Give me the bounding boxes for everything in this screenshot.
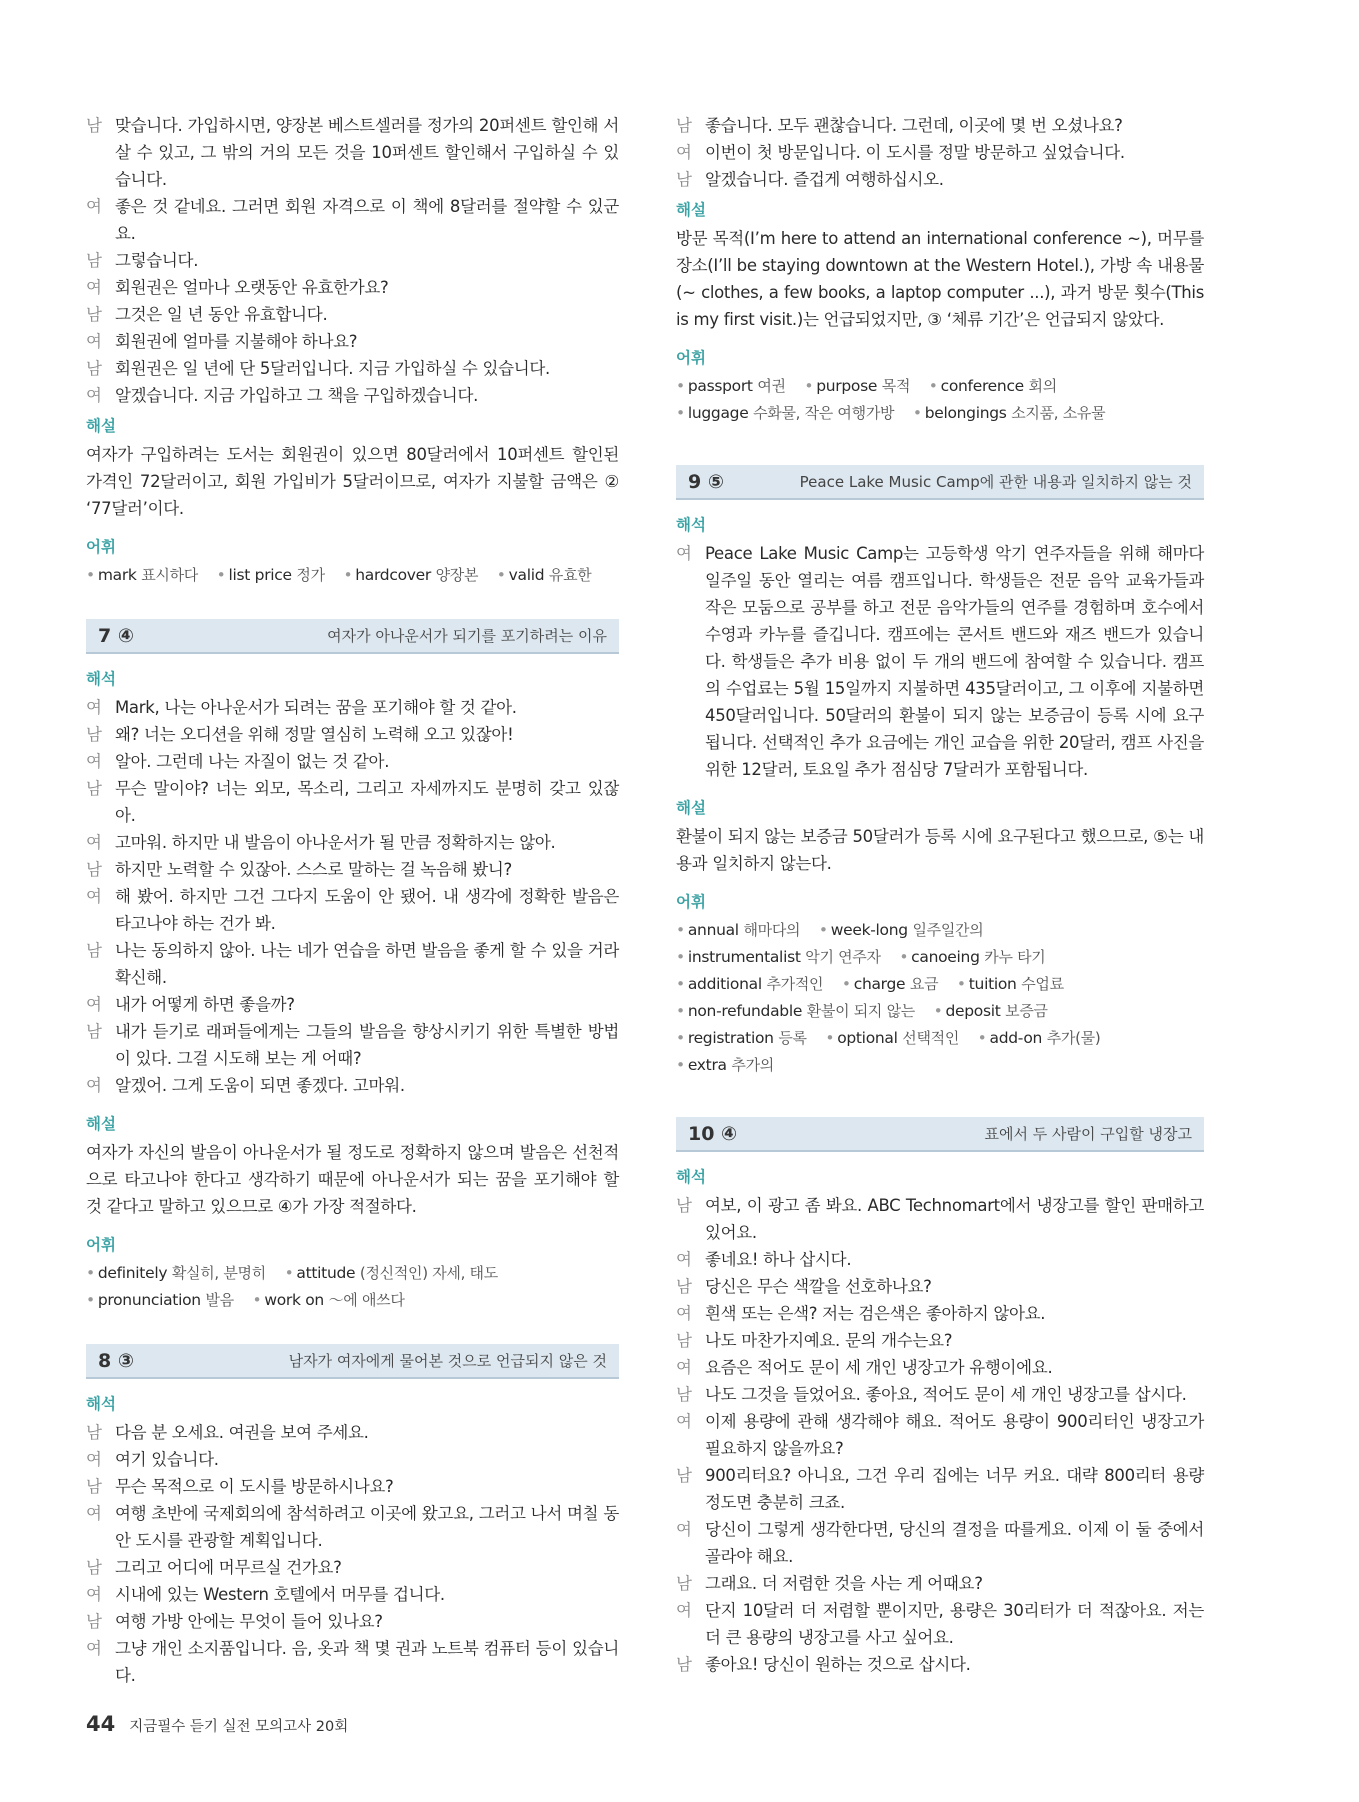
dialogue-line	[86, 694, 619, 721]
dialogue-line	[676, 1300, 1204, 1327]
vocab-item	[676, 404, 894, 422]
dialogue-line	[676, 1516, 1204, 1570]
line-text: 나는 동의하지 않아. 나는 네가 연습을 하면 발음을 좋게 할 수 있을 거라 확신해.	[115, 941, 619, 987]
bullet-icon: •	[956, 975, 966, 993]
vocab-term: optional	[837, 1029, 898, 1047]
dialogue-line	[676, 112, 1204, 139]
vocab-term: canoeing	[911, 948, 980, 966]
q9-header-bar	[676, 465, 1204, 500]
speaker-label: 남	[86, 860, 102, 879]
q6-explanation-label: 해설	[86, 417, 116, 435]
q6-vocab-label: 어휘	[86, 538, 116, 556]
speaker-label: 남	[86, 941, 102, 960]
line-text: 요즘은 적어도 문이 세 개인 냉장고가 유행이에요.	[705, 1358, 1053, 1377]
vocab-meaning: 유효한	[548, 566, 592, 584]
q8-header-bar	[86, 1344, 619, 1379]
dialogue-line	[86, 328, 619, 355]
speaker-label: 남	[676, 1277, 692, 1296]
bullet-icon: •	[252, 1291, 262, 1309]
dialogue-line	[86, 1500, 619, 1554]
bullet-icon: •	[676, 404, 685, 422]
speaker-label: 남	[676, 1385, 692, 1404]
dialogue-line	[676, 166, 1204, 193]
speaker-label: 남	[86, 305, 102, 324]
speaker-label: 남	[86, 1022, 102, 1041]
line-text: 900리터요? 아니요, 그건 우리 집에는 너무 커요. 대략 800리터 용량 정도면 충분히 크죠.	[705, 1466, 1204, 1512]
q7-explanation: 여자가 자신의 발음이 아나운서가 될 정도로 정확하지 않으며 발음은 선천적으로 타고나야 한다고 생각하기 때문에 아나운서가 되는 꿈을 포기해야 할 것 같다고 말하고 있으므로 ④가 가장 적절하다.	[86, 1143, 619, 1216]
q9-explanation: 환불이 되지 않는 보증금 50달러가 등록 시에 요구된다고 했으므로, ⑤는 내용과 일치하지 않는다.	[676, 827, 1204, 873]
dialogue-line	[676, 139, 1204, 166]
vocab-term: hardcover	[355, 566, 431, 584]
vocab-term: additional	[687, 975, 762, 993]
left-column	[86, 112, 619, 1689]
speaker-label: 여	[676, 544, 692, 563]
line-text: 이번이 첫 방문입니다. 이 도시를 정말 방문하고 싶었습니다.	[705, 143, 1125, 162]
page-footer	[86, 1712, 348, 1736]
vocab-meaning: 수업료	[1021, 975, 1064, 993]
dialogue-line	[86, 193, 619, 247]
q9-number: 9 ⑤	[688, 470, 724, 493]
speaker-label: 남	[676, 1574, 692, 1593]
dialogue-line	[676, 1462, 1204, 1516]
vocab-term: conference	[940, 377, 1024, 395]
vocab-term: week-long	[830, 921, 908, 939]
speaker-label: 남	[86, 116, 102, 135]
line-text: 여행 초반에 국제회의에 참석하려고 이곳에 왔고요, 그러고 나서 며칠 동안 도시를 관광할 계획입니다.	[115, 1504, 619, 1550]
line-text: 알겠어. 그게 도움이 되면 좋겠다. 고마워.	[115, 1076, 405, 1095]
line-text: 나도 마찬가지예요. 문의 개수는요?	[705, 1331, 953, 1350]
q9-title: Peace Lake Music Camp에 관한 내용과 일치하지 않는 것	[799, 473, 1192, 491]
line-text: 흰색 또는 은색? 저는 검은색은 좋아하지 않아요.	[705, 1304, 1046, 1323]
line-text: 내가 어떻게 하면 좋을까?	[115, 995, 295, 1014]
speaker-label: 여	[86, 332, 102, 351]
bullet-icon: •	[977, 1029, 987, 1047]
dialogue-line	[676, 540, 1204, 783]
vocab-meaning: 발음	[205, 1291, 234, 1309]
dialogue-line	[676, 1597, 1204, 1651]
bullet-icon: •	[825, 1029, 835, 1047]
dialogue-line	[676, 1381, 1204, 1408]
vocab-term: valid	[508, 566, 545, 584]
speaker-label: 여	[676, 1358, 692, 1377]
dialogue-line	[86, 301, 619, 328]
vocab-term: passport	[687, 377, 753, 395]
dialogue-line	[86, 883, 619, 937]
vocab-item	[929, 377, 1057, 395]
q9-translation-label: 해석	[676, 516, 706, 534]
line-text: 좋네요! 하나 삽시다.	[705, 1250, 852, 1269]
bullet-icon: •	[676, 975, 685, 993]
q8-vocab-list	[676, 373, 1204, 427]
speaker-label: 여	[86, 1504, 102, 1523]
q10-title: 표에서 두 사람이 구입할 냉장고	[984, 1125, 1192, 1143]
dialogue-line	[676, 1651, 1204, 1678]
speaker-label: 남	[676, 170, 692, 189]
speaker-label: 여	[86, 833, 102, 852]
vocab-term: mark	[97, 566, 137, 584]
vocab-term: list price	[228, 566, 292, 584]
line-text: 알아. 그런데 나는 자질이 없는 것 같아.	[115, 752, 390, 771]
q6-dialogue	[86, 112, 619, 409]
q10-header-bar	[676, 1117, 1204, 1152]
page-number: 44	[86, 1712, 116, 1736]
vocab-term: registration	[687, 1029, 774, 1047]
vocab-term: add-on	[989, 1029, 1043, 1047]
vocab-meaning: 카누 타기	[984, 948, 1046, 966]
dialogue-line	[86, 991, 619, 1018]
bullet-icon: •	[928, 377, 938, 395]
q8-number: 8 ③	[98, 1349, 134, 1372]
vocab-meaning: 선택적인	[902, 1029, 960, 1047]
bullet-icon: •	[343, 566, 353, 584]
dialogue-line	[86, 247, 619, 274]
dialogue-line	[676, 1246, 1204, 1273]
q7-vocab-label: 어휘	[86, 1236, 116, 1254]
vocab-item	[842, 975, 938, 993]
vocab-item	[343, 566, 478, 584]
speaker-label: 남	[86, 1477, 102, 1496]
speaker-label: 여	[86, 995, 102, 1014]
line-text: 고마워. 하지만 내 발음이 아나운서가 될 만큼 정확하지는 않아.	[115, 833, 556, 852]
bullet-icon: •	[676, 1056, 685, 1074]
line-text: 그것은 일 년 동안 유효합니다.	[115, 305, 328, 324]
vocab-meaning: 등록	[778, 1029, 807, 1047]
dialogue-line	[676, 1327, 1204, 1354]
bullet-icon: •	[818, 921, 828, 939]
bullet-icon: •	[284, 1264, 294, 1282]
speaker-label: 여	[676, 1412, 692, 1431]
vocab-meaning: 표시하다	[141, 566, 198, 584]
line-text: 시내에 있는 Western 호텔에서 머무를 겁니다.	[115, 1585, 445, 1604]
speaker-label: 여	[676, 1250, 692, 1269]
speaker-label: 남	[86, 1558, 102, 1577]
line-text: 나도 그것을 들었어요. 좋아요, 적어도 문이 세 개인 냉장고를 삽시다.	[705, 1385, 1187, 1404]
line-text: 좋아요! 당신이 원하는 것으로 삽시다.	[705, 1655, 971, 1674]
vocab-meaning: ～에 애쓰다	[328, 1291, 405, 1309]
bullet-icon: •	[899, 948, 909, 966]
vocab-meaning: (정신적인) 자세, 태도	[359, 1264, 498, 1282]
line-text: 회원권은 얼마나 오랫동안 유효한가요?	[115, 278, 389, 297]
bullet-icon: •	[86, 1264, 95, 1282]
speaker-label: 남	[86, 1423, 102, 1442]
line-text: 맞습니다. 가입하시면, 양장본 베스트셀러를 정가의 20퍼센트 할인해 서 살 수 있고, 그 밖의 거의 모든 것을 10퍼센트 할인해서 구입하실 수 있습니다.	[115, 116, 619, 189]
dialogue-line	[86, 1581, 619, 1608]
vocab-item	[217, 566, 325, 584]
q10-number: 10 ④	[688, 1122, 738, 1145]
dialogue-line	[86, 829, 619, 856]
speaker-label: 여	[86, 1639, 102, 1658]
vocab-item	[913, 404, 1105, 422]
vocab-item	[899, 948, 1045, 966]
bullet-icon: •	[912, 404, 922, 422]
bullet-icon: •	[86, 1291, 95, 1309]
vocab-term: luggage	[687, 404, 749, 422]
vocab-meaning: 정가	[296, 566, 325, 584]
speaker-label: 남	[86, 779, 102, 798]
q8-translation-label: 해석	[86, 1395, 116, 1413]
line-text: 무슨 말이야? 너는 외모, 목소리, 그리고 자세까지도 분명히 갖고 있잖아.	[115, 779, 619, 825]
vocab-term: instrumentalist	[687, 948, 801, 966]
speaker-label: 여	[86, 752, 102, 771]
q8-explanation: 방문 목적(I’m here to attend an international conference ~), 머무를 장소(I’ll be staying downtown at the Western Hotel.), 가방 속 내용물(~ clothes, a few books, a laptop computer ...), 과거 방문 횟수(This is my first visit.)는 언급되었지만, ③ ‘체류 기간’은 언급되지 않았다.	[676, 229, 1204, 329]
speaker-label: 남	[676, 1655, 692, 1674]
bullet-icon: •	[496, 566, 506, 584]
speaker-label: 여	[86, 1585, 102, 1604]
line-text: 하지만 노력할 수 있잖아. 스스로 말하는 걸 녹음해 봤니?	[115, 860, 513, 879]
line-text: 그렇습니다.	[115, 251, 199, 270]
vocab-term: definitely	[97, 1264, 168, 1282]
q8-dialogue-continued	[676, 112, 1204, 193]
q10-translation-label: 해석	[676, 1168, 706, 1186]
dialogue-line	[86, 274, 619, 301]
dialogue-line	[86, 382, 619, 409]
line-text: 당신은 무슨 색깔을 선호하나요?	[705, 1277, 932, 1296]
line-text: 알겠습니다. 즐겁게 여행하십시오.	[705, 170, 944, 189]
vocab-meaning: 여권	[757, 377, 786, 395]
vocab-meaning: 추가적인	[766, 975, 824, 993]
bullet-icon: •	[933, 1002, 943, 1020]
bullet-icon: •	[804, 377, 814, 395]
q7-title: 여자가 아나운서가 되기를 포기하려는 이유	[327, 627, 607, 645]
vocab-term: non-refundable	[687, 1002, 803, 1020]
q6-vocab-list	[86, 562, 619, 589]
dialogue-line	[676, 1192, 1204, 1246]
line-text: 해 봤어. 하지만 그건 그다지 도움이 안 됐어. 내 생각에 정확한 발음은 타고나야 하는 건가 봐.	[115, 887, 619, 933]
speaker-label: 여	[86, 1076, 102, 1095]
vocab-meaning: 소지품, 소유물	[1011, 404, 1106, 422]
line-text: 무슨 목적으로 이 도시를 방문하시나요?	[115, 1477, 394, 1496]
speaker-label: 여	[86, 386, 102, 405]
vocab-item	[978, 1029, 1101, 1047]
bullet-icon: •	[676, 948, 685, 966]
line-text: 당신이 그렇게 생각한다면, 당신의 결정을 따를게요. 이제 이 둘 중에서 골라야 해요.	[705, 1520, 1204, 1566]
speaker-label: 남	[86, 1612, 102, 1631]
speaker-label: 남	[86, 725, 102, 744]
q9-explanation-label: 해설	[676, 799, 706, 817]
line-text: 알겠습니다. 지금 가입하고 그 책을 구입하겠습니다.	[115, 386, 479, 405]
vocab-meaning: 악기 연주자	[805, 948, 881, 966]
q9-vocab-list	[676, 917, 1204, 1079]
vocab-meaning: 확실히, 분명히	[171, 1264, 266, 1282]
vocab-meaning: 추가의	[731, 1056, 774, 1074]
line-text: 다음 분 오세요. 여권을 보여 주세요.	[115, 1423, 369, 1442]
line-text: 그리고 어디에 머무르실 건가요?	[115, 1558, 342, 1577]
vocab-item	[957, 975, 1064, 993]
q7-header-bar	[86, 619, 619, 654]
line-text: 그래요. 더 저렴한 것을 사는 게 어때요?	[705, 1574, 983, 1593]
speaker-label: 여	[86, 1450, 102, 1469]
vocab-term: purpose	[816, 377, 878, 395]
q6-explanation: 여자가 구입하려는 도서는 회원권이 있으면 80달러에서 10퍼센트 할인된 가격인 72달러이고, 회원 가입비가 5달러이므로, 여자가 지불할 금액은 ② ‘77달러’이다.	[86, 445, 619, 518]
q7-number: 7 ④	[98, 624, 134, 647]
vocab-term: extra	[687, 1056, 727, 1074]
q8-explanation-label: 해설	[676, 201, 706, 219]
vocab-item	[252, 1291, 404, 1309]
dialogue-line	[86, 1635, 619, 1689]
book-title: 지금필수 듣기 실전 모의고사 20회	[129, 1719, 349, 1735]
bullet-icon: •	[676, 1029, 685, 1047]
vocab-item	[819, 921, 984, 939]
vocab-item	[676, 975, 823, 993]
dialogue-line	[86, 112, 619, 193]
dialogue-line	[86, 748, 619, 775]
vocab-term: tuition	[968, 975, 1017, 993]
line-text: 좋습니다. 모두 괜찮습니다. 그런데, 이곳에 몇 번 오셨나요?	[705, 116, 1123, 135]
line-text: 여기 있습니다.	[115, 1450, 219, 1469]
vocab-term: deposit	[945, 1002, 1001, 1020]
vocab-meaning: 회의	[1028, 377, 1057, 395]
bullet-icon: •	[841, 975, 851, 993]
vocab-item	[86, 566, 198, 584]
vocab-meaning: 해마다의	[743, 921, 801, 939]
q7-translation-label: 해석	[86, 670, 116, 688]
dialogue-line	[86, 721, 619, 748]
dialogue-line	[86, 355, 619, 382]
bullet-icon: •	[86, 566, 95, 584]
line-text: 좋은 것 같네요. 그러면 회원 자격으로 이 책에 8달러를 절약할 수 있군요.	[115, 197, 619, 243]
speaker-label: 여	[86, 698, 102, 717]
speaker-label: 여	[676, 143, 692, 162]
speaker-label: 여	[676, 1520, 692, 1539]
vocab-meaning: 보증금	[1005, 1002, 1048, 1020]
dialogue-line	[86, 1554, 619, 1581]
line-text: 회원권에 얼마를 지불해야 하나요?	[115, 332, 358, 351]
speaker-label: 남	[676, 116, 692, 135]
q7-dialogue	[86, 694, 619, 1099]
dialogue-line	[86, 1419, 619, 1446]
dialogue-line	[86, 775, 619, 829]
dialogue-line	[676, 1354, 1204, 1381]
vocab-item	[676, 921, 800, 939]
line-text: 회원권은 일 년에 단 5달러입니다. 지금 가입하실 수 있습니다.	[115, 359, 550, 378]
line-text: 단지 10달러 더 저렴할 뿐이지만, 용량은 30리터가 더 적잖아요. 저는 더 큰 용량의 냉장고를 사고 싶어요.	[705, 1601, 1204, 1647]
vocab-meaning: 일주일간의	[912, 921, 984, 939]
vocab-item	[285, 1264, 498, 1282]
q7-vocab-list	[86, 1260, 619, 1314]
speaker-label: 남	[676, 1331, 692, 1350]
line-text: Peace Lake Music Camp는 고등학생 악기 연주자들을 위해 해마다 일주일 동안 열리는 여름 캠프입니다. 학생들은 전문 음악 교육가들과 작은 모둠으로 공부를 하고 전문 음악가들의 연주를 경험하며 호수에서 수영과 카누를 즐깁니다. 캠프에는 콘서트 밴드와 재즈 밴드가 있습니다. 학생들은 추가 비용 없이 두 개의 밴드에 참여할 수 있습니다. 캠프의 수업료는 5월 15일까지 지불하면 435달러이고, 그 이후에 지불하면 450달러입니다. 50달러의 환불이 되지 않는 보증금이 등록 시에 요구됩니다. 선택적인 추가 요금에는 개인 교습을 위한 20달러, 캠프 사진을 위한 12달러, 토요일 추가 점심당 7달러가 포함됩니다.	[705, 544, 1204, 779]
speaker-label: 여	[676, 1304, 692, 1323]
bullet-icon: •	[676, 377, 685, 395]
line-text: 이제 용량에 관해 생각해야 해요. 적어도 용량이 900리터인 냉장고가 필요하지 않을까요?	[705, 1412, 1204, 1458]
dialogue-line	[86, 1608, 619, 1635]
vocab-meaning: 수화물, 작은 여행가방	[753, 404, 895, 422]
vocab-meaning: 환불이 되지 않는	[806, 1002, 915, 1020]
speaker-label: 남	[86, 251, 102, 270]
line-text: 그냥 개인 소지품입니다. 음, 옷과 책 몇 권과 노트북 컴퓨터 등이 있습니다.	[115, 1639, 619, 1685]
vocab-item	[86, 1264, 266, 1282]
vocab-meaning: 요금	[909, 975, 939, 993]
dialogue-line	[86, 937, 619, 991]
vocab-item	[825, 1029, 959, 1047]
line-text: Mark, 나는 아나운서가 되려는 꿈을 포기해야 할 것 같아.	[115, 698, 517, 717]
vocab-item	[676, 377, 786, 395]
vocab-term: pronunciation	[97, 1291, 201, 1309]
vocab-meaning: 양장본	[435, 566, 479, 584]
bullet-icon: •	[676, 1002, 685, 1020]
q9-monologue	[676, 540, 1204, 783]
vocab-meaning: 목적	[881, 377, 911, 395]
dialogue-line	[86, 1446, 619, 1473]
speaker-label: 남	[676, 1466, 692, 1485]
q9-vocab-label: 어휘	[676, 893, 706, 911]
vocab-term: belongings	[924, 404, 1007, 422]
vocab-item	[86, 1291, 234, 1309]
q8-title: 남자가 여자에게 물어본 것으로 언급되지 않은 것	[288, 1352, 607, 1370]
speaker-label: 여	[86, 197, 102, 216]
line-text: 왜? 너는 오디션을 위해 정말 열심히 노력해 오고 있잖아!	[115, 725, 514, 744]
speaker-label: 여	[86, 278, 102, 297]
dialogue-line	[676, 1273, 1204, 1300]
vocab-item	[676, 1002, 915, 1020]
bullet-icon: •	[676, 921, 685, 939]
line-text: 내가 듣기로 래퍼들에게는 그들의 발음을 향상시키기 위한 특별한 방법이 있다. 그걸 시도해 보는 게 어때?	[115, 1022, 619, 1068]
vocab-item	[934, 1002, 1048, 1020]
vocab-item	[676, 1029, 807, 1047]
line-text: 여보, 이 광고 좀 봐요. ABC Technomart에서 냉장고를 할인 판매하고 있어요.	[705, 1196, 1204, 1242]
dialogue-line	[86, 856, 619, 883]
vocab-item	[497, 566, 592, 584]
dialogue-line	[676, 1408, 1204, 1462]
vocab-term: attitude	[296, 1264, 356, 1282]
vocab-item	[804, 377, 910, 395]
speaker-label: 남	[86, 359, 102, 378]
dialogue-line	[86, 1018, 619, 1072]
dialogue-line	[86, 1473, 619, 1500]
speaker-label: 남	[676, 1196, 692, 1215]
vocab-meaning: 추가(물)	[1046, 1029, 1101, 1047]
q7-explanation-label: 해설	[86, 1115, 116, 1133]
vocab-item	[676, 948, 881, 966]
vocab-term: annual	[687, 921, 739, 939]
q10-dialogue	[676, 1192, 1204, 1678]
dialogue-line	[676, 1570, 1204, 1597]
vocab-term: work on	[264, 1291, 324, 1309]
line-text: 여행 가방 안에는 무엇이 들어 있나요?	[115, 1612, 383, 1631]
vocab-term: charge	[853, 975, 906, 993]
speaker-label: 여	[86, 887, 102, 906]
speaker-label: 여	[676, 1601, 692, 1620]
right-column	[676, 112, 1204, 1678]
q8-dialogue	[86, 1419, 619, 1689]
dialogue-line	[86, 1072, 619, 1099]
vocab-item	[676, 1056, 774, 1074]
bullet-icon: •	[216, 566, 226, 584]
q8-vocab-label: 어휘	[676, 349, 706, 367]
